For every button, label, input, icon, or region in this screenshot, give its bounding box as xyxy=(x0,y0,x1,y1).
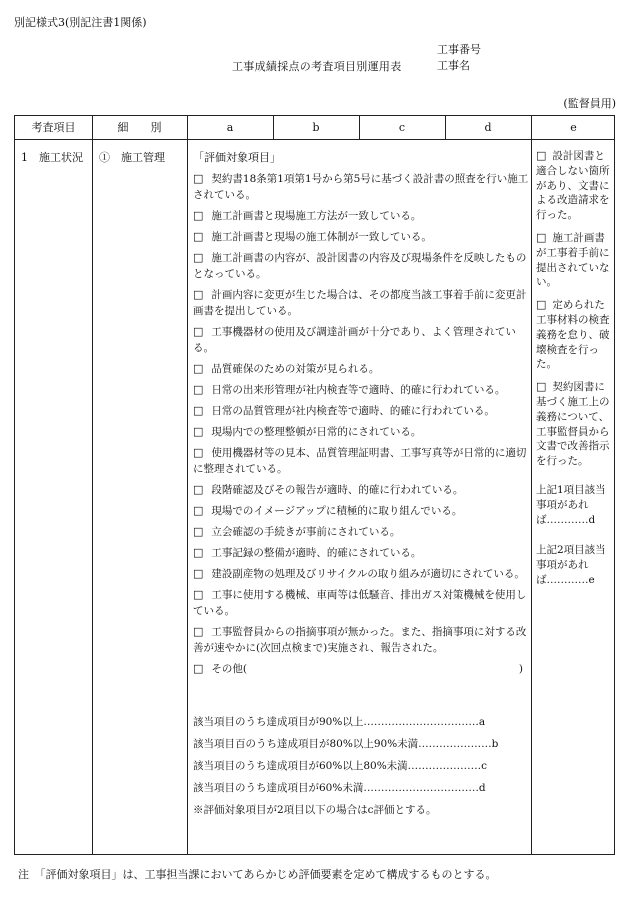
other-close: ) xyxy=(518,663,523,675)
e-item-text: 定められた工事材料の検査義務を怠り、破壊検査を行った。 xyxy=(536,299,610,371)
evaluation-item xyxy=(193,524,533,540)
evaluation-item-text: 日常の出来形管理が社内検査等で適時、的確に行われている。 xyxy=(211,384,506,396)
header-divider-horizontal xyxy=(15,139,614,140)
evaluation-item-text: 工事記録の整備が適時、的確にされている。 xyxy=(211,547,422,559)
other-item xyxy=(193,661,533,677)
checkbox-icon: □ xyxy=(536,298,547,312)
header-subcategory: 細 別 xyxy=(117,121,162,134)
evaluation-table xyxy=(14,115,615,855)
evaluation-heading: 「評価対象項目」 xyxy=(193,151,281,164)
header-item: 考査項目 xyxy=(31,121,76,134)
checkbox-icon: □ xyxy=(193,404,204,417)
checkbox-icon: □ xyxy=(193,325,204,338)
e-item-text: 設計図書と適合しない箇所があり、文書による改造請求を行った。 xyxy=(536,150,610,222)
evaluation-item-text: 計画内容に変更が生じた場合は、その都度当該工事着手前に変更計画書を提出している。 xyxy=(193,289,527,317)
evaluation-item xyxy=(193,171,533,203)
footnote: 注 「評価対象項目」は、工事担当課においてあらかじめ評価要素を定めて構成するものとする。 xyxy=(18,868,497,881)
checkbox-icon: □ xyxy=(193,172,204,185)
e-item-text: 契約図書に基づく施工上の義務について、工事監督員から文書で改善指示を行った。 xyxy=(536,381,610,468)
audience-label: (監督員用) xyxy=(563,97,616,110)
header-a: a xyxy=(226,121,234,134)
checkbox-icon: □ xyxy=(193,425,204,438)
evaluation-item-text: 施工計画書の内容が、設計図書の内容及び現場条件を反映したものとなっている。 xyxy=(193,252,527,280)
evaluation-item xyxy=(193,587,533,619)
evaluation-item xyxy=(193,445,533,477)
evaluation-item-text: 現場内での整理整頓が日常的にされている。 xyxy=(211,426,422,438)
header-e: e xyxy=(570,121,577,134)
evaluation-item-text: 施工計画書と現場の施工体制が一致している。 xyxy=(211,231,432,243)
checkbox-icon: □ xyxy=(193,504,204,517)
checkbox-icon: □ xyxy=(193,230,204,243)
evaluation-item xyxy=(193,403,533,419)
evaluation-item xyxy=(193,324,533,356)
item-label: 1 施工状況 xyxy=(21,151,83,164)
evaluation-item-text: 建設副産物の処理及びリサイクルの取り組みが適切にされている。 xyxy=(211,568,525,580)
checkbox-icon: □ xyxy=(536,380,547,394)
construction-info xyxy=(437,42,481,74)
evaluation-item xyxy=(193,382,533,398)
grading-criterion: 該当項目のうち達成項目が60%以上80%未満…………………c xyxy=(193,760,488,772)
checkbox-icon: □ xyxy=(536,230,547,244)
checkbox-icon: □ xyxy=(193,546,204,559)
evaluation-item xyxy=(193,545,533,561)
evaluation-item xyxy=(193,566,533,582)
checkbox-icon: □ xyxy=(193,525,204,538)
e-item xyxy=(536,298,610,372)
checkbox-icon: □ xyxy=(193,362,204,375)
checkbox-icon: □ xyxy=(193,288,204,301)
grading-criterion: 該当項目のうち達成項目が60%未満……………………………d xyxy=(193,782,486,794)
grading-criterion: 該当項目百のうち達成項目が80%以上90%未満…………………b xyxy=(193,738,499,750)
evaluation-item-text: 品質確保のための対策が見られる。 xyxy=(211,363,380,375)
evaluation-item-text: 立会確認の手続きが事前にされている。 xyxy=(211,526,401,538)
e-column xyxy=(536,149,610,596)
e-item xyxy=(536,149,610,223)
evaluation-item-text: 契約書18条第1項第1号から第5号に基づく設計書の照査を行い施工されている。 xyxy=(193,173,529,201)
evaluation-item-text: 現場でのイメージアップに積極的に取り組んでいる。 xyxy=(211,505,463,517)
checkbox-icon: □ xyxy=(193,251,204,264)
evaluation-item-text: 段階確認及びその報告が適時、的確に行われている。 xyxy=(211,484,464,496)
other-label: その他( xyxy=(211,663,248,675)
grading-criteria xyxy=(193,714,533,824)
construction-number-label: 工事番号 xyxy=(437,43,481,56)
checkbox-icon: □ xyxy=(193,209,204,222)
evaluation-items xyxy=(193,149,533,682)
evaluation-item xyxy=(193,208,533,224)
header-b: b xyxy=(312,121,320,134)
e-summary: 上記1項目該当事項があれば…………d xyxy=(536,483,606,526)
checkbox-icon: □ xyxy=(193,625,204,638)
header-d: d xyxy=(484,121,492,134)
evaluation-item-list xyxy=(193,171,533,656)
construction-name-label: 工事名 xyxy=(437,59,470,72)
evaluation-item xyxy=(193,229,533,245)
checkbox-icon: □ xyxy=(536,149,547,162)
evaluation-item xyxy=(193,287,533,319)
evaluation-item xyxy=(193,482,533,498)
column-divider xyxy=(92,116,93,854)
form-label: 別記様式3(別記注書1関係) xyxy=(14,16,147,29)
evaluation-item-text: 工事機器材の使用及び調達計画が十分であり、よく管理されている。 xyxy=(193,326,516,354)
checkbox-icon: □ xyxy=(193,446,204,459)
checkbox-icon: □ xyxy=(193,588,204,601)
evaluation-item-text: 工事監督員からの指摘事項が無かった。また、指摘事項に対する改善が速やかに(次回点検まで)実施され、報告された。 xyxy=(193,626,527,654)
subcategory-label: ① 施工管理 xyxy=(99,151,165,164)
evaluation-item xyxy=(193,250,533,282)
evaluation-item xyxy=(193,624,533,656)
checkbox-icon: □ xyxy=(193,567,204,580)
e-item xyxy=(536,231,610,290)
evaluation-item-text: 施工計画書と現場施工方法が一致している。 xyxy=(211,210,422,222)
evaluation-item xyxy=(193,361,533,377)
grading-criterion: 該当項目のうち達成項目が90%以上……………………………a xyxy=(193,716,486,728)
column-divider xyxy=(187,116,188,854)
evaluation-item xyxy=(193,503,533,519)
evaluation-item-text: 工事に使用する機械、車両等は低騒音、排出ガス対策機械を使用している。 xyxy=(193,589,527,617)
evaluation-item-text: 使用機器材等の見本、品質管理証明書、工事写真等が日常的に適切に整理されている。 xyxy=(193,447,527,475)
evaluation-item-text: 日常の品質管理が社内検査等で適時、的確に行われている。 xyxy=(211,405,495,417)
e-item-text: 施工計画書が工事着手前に提出されていない。 xyxy=(536,231,610,289)
document-title: 工事成績採点の考査項目別運用表 xyxy=(232,60,402,73)
e-item xyxy=(536,380,610,469)
e-summary: 上記2項目該当事項があれば…………e xyxy=(536,544,606,586)
checkbox-icon: □ xyxy=(193,383,204,396)
grading-criterion: ※評価対象項目が2項目以下の場合はc評価とする。 xyxy=(193,804,437,816)
evaluation-item xyxy=(193,424,533,440)
checkbox-icon: □ xyxy=(193,483,204,496)
checkbox-icon: □ xyxy=(193,662,204,675)
header-c: c xyxy=(398,121,406,134)
